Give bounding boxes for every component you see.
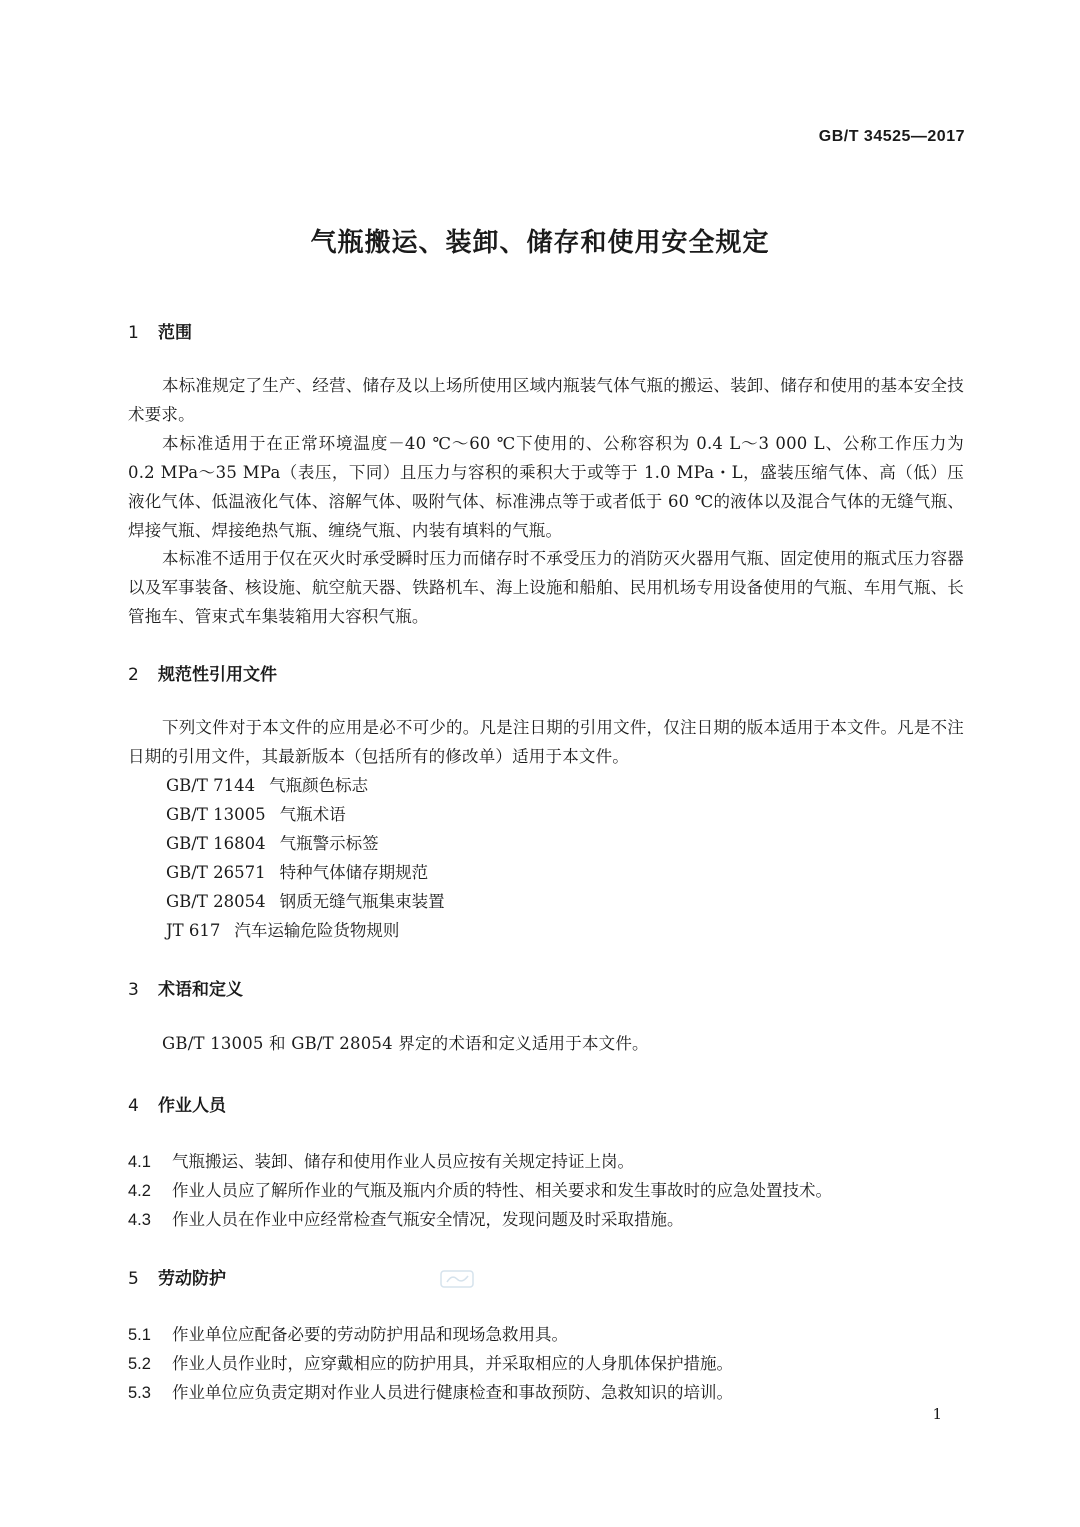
reference-name: 钢质无缝气瓶集束装置: [279, 892, 445, 911]
section-number: 3: [128, 980, 139, 1000]
reference-code: GB/T 16804: [166, 834, 266, 853]
logo-watermark-icon: [440, 1268, 474, 1290]
reference-name: 特种气体储存期规范: [279, 863, 429, 882]
clause-number: 5.2: [128, 1355, 151, 1373]
reference-code: GB/T 7144: [166, 776, 256, 795]
clause-text: 气瓶搬运、装卸、储存和使用作业人员应按有关规定持证上岗。: [172, 1152, 634, 1171]
clause-text: 作业单位应负责定期对作业人员进行健康检查和事故预防、急救知识的培训。: [172, 1383, 733, 1402]
section-number: 5: [128, 1269, 139, 1289]
reference-code: GB/T 28054: [166, 892, 266, 911]
clause-item: [128, 1350, 733, 1374]
section-title: 劳动防护: [158, 1269, 226, 1289]
section-heading-2: [128, 660, 277, 685]
clause-text: 作业人员作业时，应穿戴相应的防护用具，并采取相应的人身肌体保护措施。: [172, 1354, 733, 1373]
section-heading-4: [128, 1091, 226, 1116]
clause-text: 作业人员应了解所作业的气瓶及瓶内介质的特性、相关要求和发生事故时的应急处置技术。: [172, 1181, 832, 1200]
section-heading-3: [128, 975, 243, 1000]
section-number: 1: [128, 323, 139, 343]
section-title: 术语和定义: [158, 980, 243, 1000]
clause-number: 5.1: [128, 1326, 151, 1344]
clause-item: [128, 1379, 733, 1403]
page-number: 1: [932, 1405, 942, 1423]
clause-number: 4.3: [128, 1211, 151, 1229]
clause-item: [128, 1321, 568, 1345]
reference-name: 汽车运输危险货物规则: [234, 921, 400, 940]
document-title: 气瓶搬运、装卸、储存和使用安全规定: [310, 228, 770, 258]
paragraph-scope-1: 本标准规定了生产、经营、储存及以上场所使用区域内瓶装气体气瓶的搬运、装卸、储存和使用的基本安全技术要求。: [128, 376, 964, 424]
clause-number: 5.3: [128, 1384, 151, 1402]
standard-code: GB/T 34525—2017: [818, 128, 965, 145]
clause-text: 作业单位应配备必要的劳动防护用品和现场急救用具。: [172, 1325, 568, 1344]
reference-item: [166, 771, 445, 800]
section-title: 范围: [158, 323, 192, 343]
reference-item: [166, 858, 445, 887]
clause-number: 4.2: [128, 1182, 151, 1200]
clause-text: 作业人员在作业中应经常检查气瓶安全情况，发现问题及时采取措施。: [172, 1210, 684, 1229]
section-title: 规范性引用文件: [158, 665, 277, 685]
section-number: 2: [128, 665, 139, 685]
reference-name: 气瓶警示标签: [279, 834, 379, 853]
clause-number: 4.1: [128, 1153, 151, 1171]
reference-item: [166, 887, 445, 916]
clause-item: [128, 1177, 832, 1201]
reference-item: [166, 916, 445, 945]
section-title: 作业人员: [158, 1096, 226, 1116]
reference-name: 气瓶颜色标志: [269, 776, 369, 795]
reference-item: [166, 829, 445, 858]
reference-name: 气瓶术语: [279, 805, 346, 824]
reference-list: [166, 771, 445, 945]
clause-item: [128, 1206, 684, 1230]
clause-item: [128, 1148, 634, 1172]
paragraph-terms: GB/T 13005 和 GB/T 28054 界定的术语和定义适用于本文件。: [162, 1034, 649, 1053]
paragraph-scope-3: 本标准不适用于仅在灭火时承受瞬时压力而储存时不承受压力的消防灭火器用气瓶、固定使用的瓶式压力容器以及军事装备、核设施、航空航天器、铁路机车、海上设施和船舶、民用机场专用设备使用的气瓶、车用气瓶、长管拖车、管束式车集装箱用大容积气瓶。: [128, 549, 964, 626]
section-heading-5: [128, 1264, 226, 1289]
section-heading-1: [128, 318, 192, 343]
section-number: 4: [128, 1096, 139, 1116]
reference-item: [166, 800, 445, 829]
paragraph-references: 下列文件对于本文件的应用是必不可少的。凡是注日期的引用文件，仅注日期的版本适用于本文件。凡是不注日期的引用文件，其最新版本（包括所有的修改单）适用于本文件。: [128, 718, 964, 766]
paragraph-scope-2: 本标准适用于在正常环境温度－40 ℃～60 ℃下使用的、公称容积为 0.4 L～3 000 L、公称工作压力为 0.2 MPa～35 MPa（表压，下同）且压力与容积的乘积大于或等于 1.0 MPa・L，盛装压缩气体、高（低）压液化气体、低温液化气体、溶解气体、吸附气体、标准沸点等于或者低于 60 ℃的液体以及混合气体的无缝气瓶、焊接气瓶、焊接绝热气瓶、缠绕气瓶、内装有填料的气瓶。: [128, 434, 964, 540]
reference-code: JT 617: [166, 921, 221, 940]
reference-code: GB/T 26571: [166, 863, 266, 882]
reference-code: GB/T 13005: [166, 805, 266, 824]
